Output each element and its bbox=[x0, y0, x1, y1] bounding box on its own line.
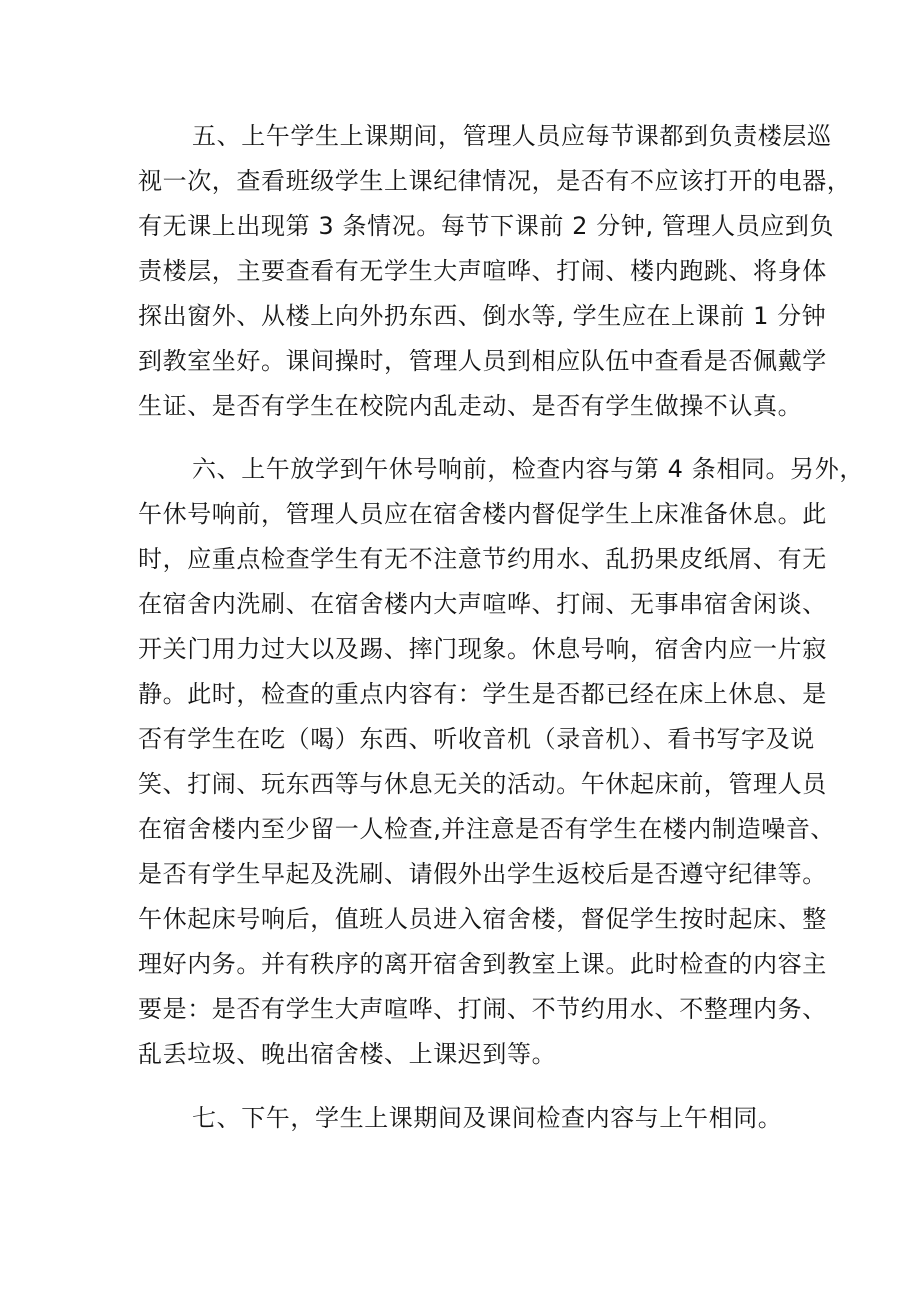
paragraph-7-line-1: 七、下午，学生上课期间及课间检查内容与上午相同。 bbox=[192, 1104, 783, 1132]
paragraph-6-line-9: 在宿舍楼内至少留一人检查,并注意是否有学生在楼内制造噪音、 bbox=[138, 815, 836, 843]
paragraph-5-line-4: 责楼层，主要查看有无学生大声喧哗、打闹、楼内跑跳、将身体 bbox=[138, 257, 827, 285]
paragraph-5-line-2: 视一次，查看班级学生上课纪律情况，是否有不应该打开的电器， bbox=[138, 167, 852, 195]
paragraph-6-line-4: 在宿舍内洗刷、在宿舍楼内大声喧哗、打闹、无事串宿舍闲谈、 bbox=[138, 590, 827, 618]
paragraph-6-line-10: 是否有学生早起及洗刷、请假外出学生返校后是否遵守纪律等。 bbox=[138, 860, 827, 888]
paragraph-6-line-8: 笑、打闹、玩东西等与休息无关的活动。午休起床前，管理人员 bbox=[138, 770, 827, 798]
paragraph-6-line-3: 时，应重点检查学生有无不注意节约用水、乱扔果皮纸屑、有无 bbox=[138, 545, 827, 573]
paragraph-6-line-14: 乱丢垃圾、晚出宿舍楼、上课迟到等。 bbox=[138, 1040, 557, 1068]
paragraph-6-line-12: 理好内务。并有秩序的离开宿舍到教室上课。此时检查的内容主 bbox=[138, 950, 827, 978]
paragraph-6-line-13: 要是：是否有学生大声喧哗、打闹、不节约用水、不整理内务、 bbox=[138, 995, 827, 1023]
paragraph-6-line-6: 静。此时，检查的重点内容有：学生是否都已经在床上休息、是 bbox=[138, 680, 827, 708]
paragraph-6-line-7: 否有学生在吃（喝）东西、听收音机（录音机）、看书写字及说 bbox=[138, 725, 815, 753]
paragraph-5-line-5: 探出窗外、从楼上向外扔东西、倒水等, 学生应在上课前 1 分钟 bbox=[138, 302, 827, 330]
paragraph-5-line-1: 五、上午学生上课期间，管理人员应每节课都到负责楼层巡 bbox=[192, 122, 832, 150]
paragraph-6-line-1: 六、上午放学到午休号响前，检查内容与第 4 条相同。另外， bbox=[192, 455, 864, 483]
paragraph-5-line-6: 到教室坐好。课间操时，管理人员到相应队伍中查看是否佩戴学 bbox=[138, 347, 827, 375]
paragraph-6-line-2: 午休号响前，管理人员应在宿舍楼内督促学生上床准备休息。此 bbox=[138, 500, 827, 528]
paragraph-5-line-3: 有无课上出现第 3 条情况。每节下课前 2 分钟, 管理人员应到负 bbox=[138, 212, 835, 240]
paragraph-6-line-5: 开关门用力过大以及踢、摔门现象。休息号响，宿舍内应一片寂 bbox=[138, 635, 827, 663]
paragraph-6-line-11: 午休起床号响后，值班人员进入宿舍楼，督促学生按时起床、整 bbox=[138, 905, 827, 933]
paragraph-5-line-7: 生证、是否有学生在校院内乱走动、是否有学生做操不认真。 bbox=[138, 392, 803, 420]
